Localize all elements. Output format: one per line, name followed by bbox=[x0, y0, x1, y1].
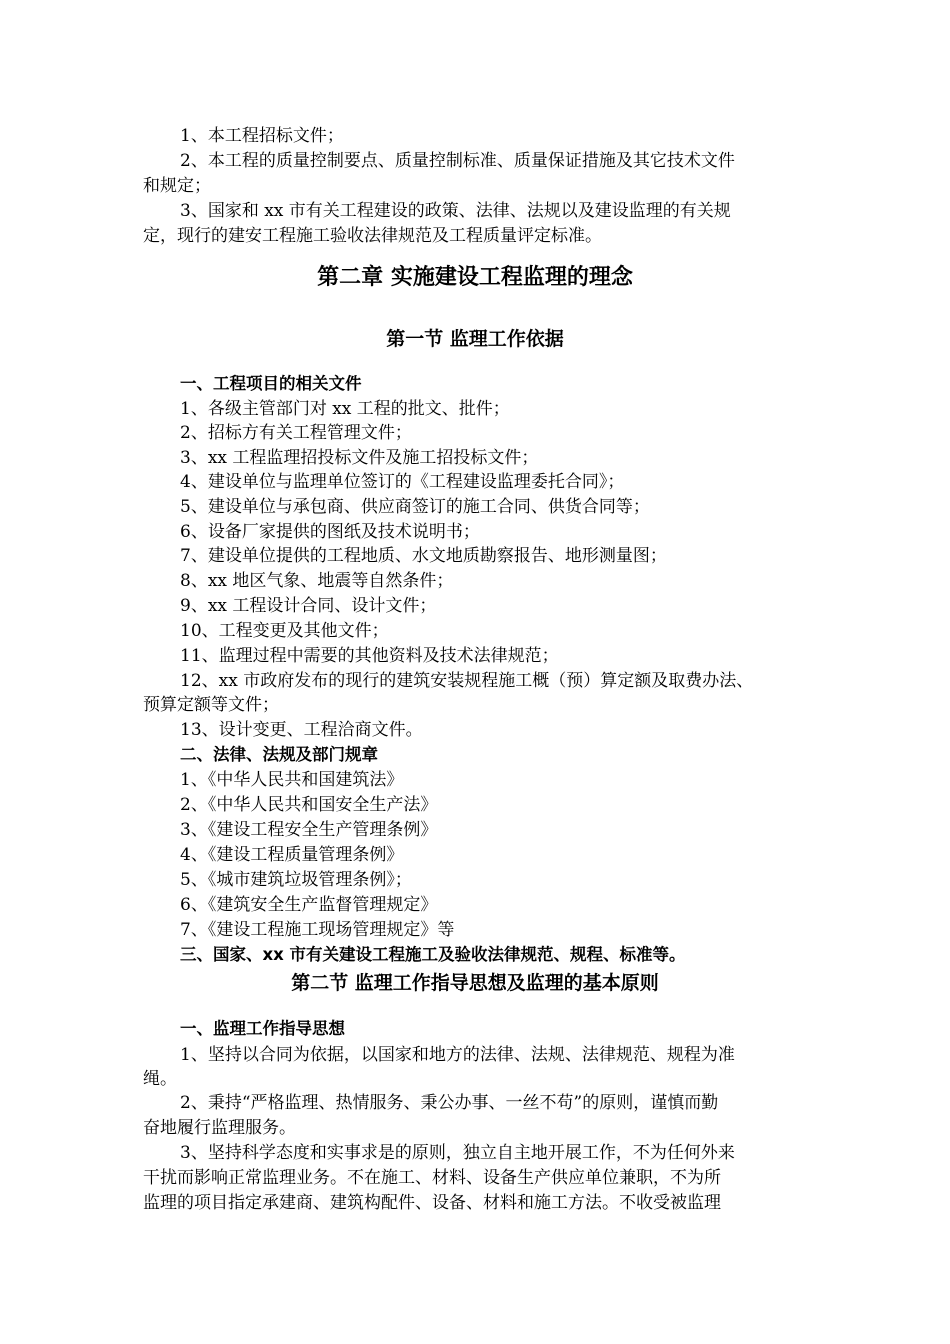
chapter-title: 第二章 实施建设工程监理的理念 bbox=[317, 265, 633, 290]
law-item: 5、《城市建筑垃圾管理条例》； bbox=[180, 870, 412, 890]
list-item: 8、xx 地区气象、地震等自然条件； bbox=[180, 571, 454, 591]
principle-3-line1: 3、坚持科学态度和实事求是的原则，独立自主地开展工作，不为任何外来 bbox=[180, 1143, 735, 1163]
intro-item-1: 1、本工程招标文件； bbox=[180, 126, 344, 146]
principle-1-line1: 1、坚持以合同为依据，以国家和地方的法律、法规、法律规范、规程为准 bbox=[180, 1045, 735, 1065]
principle-2-line2: 奋地履行监理服务。 bbox=[143, 1118, 296, 1138]
section1-heading-1: 一、工程项目的相关文件 bbox=[180, 374, 362, 393]
list-item-12-line1: 12、xx 市政府发布的现行的建筑安装规程施工概（预）算定额及取费办法、 bbox=[180, 671, 754, 691]
list-item-12-line2: 预算定额等文件； bbox=[143, 695, 279, 715]
list-item: 5、建设单位与承包商、供应商签订的施工合同、供货合同等； bbox=[180, 497, 650, 517]
list-item: 11、监理过程中需要的其他资料及技术法律规范； bbox=[180, 646, 559, 666]
list-item: 6、设备厂家提供的图纸及技术说明书； bbox=[180, 522, 480, 542]
principle-3-line2: 干扰而影响正常监理业务。不在施工、材料、设备生产供应单位兼职，不为所 bbox=[143, 1168, 721, 1188]
list-item: 2、招标方有关工程管理文件； bbox=[180, 423, 412, 443]
intro-item-3-line2: 定，现行的建安工程施工验收法律规范及工程质量评定标准。 bbox=[143, 226, 602, 246]
section2-title: 第二节 监理工作指导思想及监理的基本原则 bbox=[291, 972, 659, 994]
list-item: 9、xx 工程设计合同、设计文件； bbox=[180, 596, 437, 616]
law-item: 1、《中华人民共和国建筑法》 bbox=[180, 770, 404, 790]
section1-title: 第一节 监理工作依据 bbox=[386, 328, 564, 350]
list-item-13: 13、设计变更、工程洽商文件。 bbox=[180, 720, 423, 740]
law-item: 3、《建设工程安全生产管理条例》 bbox=[180, 820, 438, 840]
intro-item-2-line2: 和规定； bbox=[143, 176, 211, 196]
principle-1-line2: 绳。 bbox=[143, 1069, 177, 1089]
principle-2-line1: 2、秉持“严格监理、热情服务、秉公办事、一丝不苟”的原则，谨慎而勤 bbox=[180, 1093, 719, 1113]
law-item: 6、《建筑安全生产监督管理规定》 bbox=[180, 895, 438, 915]
law-item: 2、《中华人民共和国安全生产法》 bbox=[180, 795, 438, 815]
list-item: 3、xx 工程监理招投标文件及施工招投标文件； bbox=[180, 448, 539, 468]
list-item: 7、建设单位提供的工程地质、水文地质勘察报告、地形测量图； bbox=[180, 546, 667, 566]
principle-3-line3: 监理的项目指定承建商、建筑构配件、设备、材料和施工方法。不收受被监理 bbox=[143, 1193, 721, 1213]
list-item: 1、各级主管部门对 xx 工程的批文、批件； bbox=[180, 399, 510, 419]
section1-heading-3: 三、国家、xx 市有关建设工程施工及验收法律规范、规程、标准等。 bbox=[180, 945, 686, 964]
section1-heading-2: 二、法律、法规及部门规章 bbox=[180, 745, 378, 764]
law-item: 4、《建设工程质量管理条例》 bbox=[180, 845, 404, 865]
intro-item-2-line1: 2、本工程的质量控制要点、质量控制标准、质量保证措施及其它技术文件 bbox=[180, 151, 735, 171]
list-item: 10、工程变更及其他文件； bbox=[180, 621, 389, 641]
section2-heading-1: 一、监理工作指导思想 bbox=[180, 1019, 345, 1038]
intro-item-3-line1: 3、国家和 xx 市有关工程建设的政策、法律、法规以及建设监理的有关规 bbox=[180, 201, 731, 221]
list-item: 4、建设单位与监理单位签订的《工程建设监理委托合同》； bbox=[180, 472, 625, 492]
law-item: 7、《建设工程施工现场管理规定》等 bbox=[180, 920, 455, 940]
